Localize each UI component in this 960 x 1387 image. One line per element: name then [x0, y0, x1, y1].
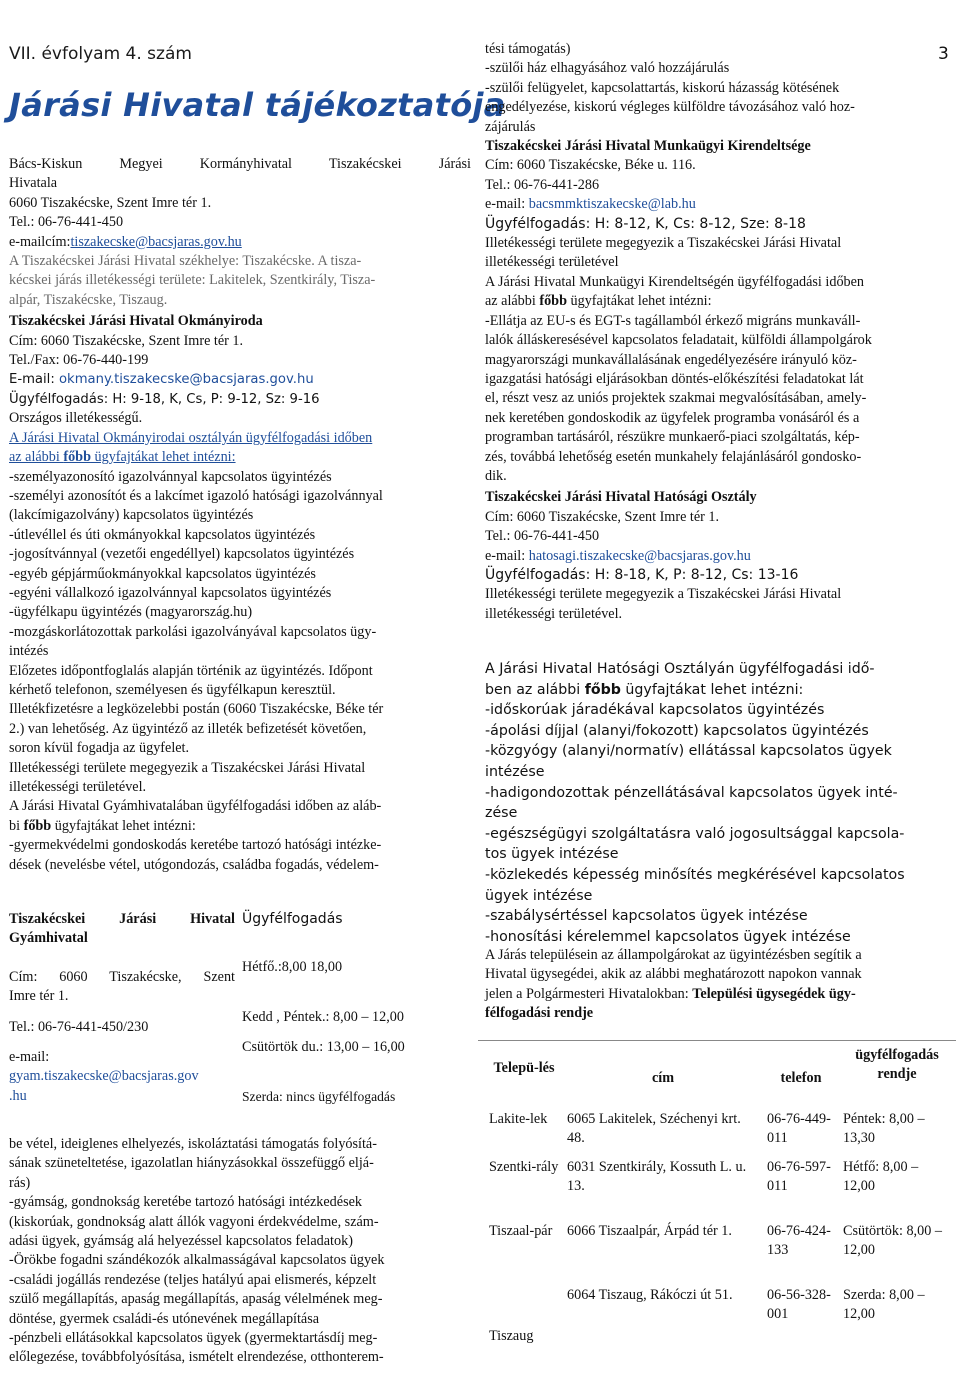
okmanyiroda-title: Tiszakécskei Járási Hivatal Okmányiroda — [9, 313, 263, 330]
ho-item: ügyek intézése — [485, 887, 593, 904]
ugyseged-bold: Települési ügysegédek ügy- — [692, 985, 856, 1002]
ugyseged-line4: félfogadási rendje — [485, 1005, 594, 1022]
hatosagi-address: Cím: 6060 Tiszakécske, Szent Imre tér 1. — [485, 508, 720, 525]
intro-text: az alábbi — [9, 449, 64, 466]
gyam-item: előlegezése, továbbfolyósítása, ismételt elrendezése, otthonterem- — [9, 1349, 384, 1366]
ho-item: -honosítási kérelemmel kapcsolatos ügyek intézése — [485, 928, 851, 945]
gyam-item: döntése, gyermek családi-és utónevének megállapítása — [9, 1310, 320, 1327]
right-column — [485, 40, 953, 624]
office-name-line1: Bács-Kiskun Megyei Kormányhivatal Tiszakécskei Járási — [9, 156, 471, 172]
office-email-label: e-mailcím: — [9, 233, 71, 250]
ho-item: -közgyógy (alanyi/normatív) ellátással kapcsolatos ügyek — [485, 743, 892, 760]
mk-item: igazgatási hatósági eljárásokban döntés-előkészítési feladatokat lát — [485, 370, 864, 387]
cell-hours: Csütörtök: 8,00 – 12,00 — [843, 1223, 942, 1258]
gyam-item: dések (nevelésbe vétel, utógondozás, családba fogadás, védelem- — [9, 856, 379, 873]
table-row — [485, 1220, 955, 1284]
okm-item: intézés — [9, 643, 49, 660]
munkaugy-email-link[interactable]: bacsmmktiszakecske@lab.hu — [528, 196, 696, 213]
gyam-item: be vétel, ideiglenes elhelyezés, iskoláztatási támogatás folyósítá- — [9, 1136, 377, 1152]
ugyseged-line2: Hivatal ügysegédei, akik az alábbi meghatározott napokon vannak — [485, 966, 862, 983]
munkaugy-hours: Ügyfélfogadás: H: 8-12, K, Cs: 8-12, Sze: 8-18 — [485, 215, 806, 232]
mk-item: programban tartásáról, részükre munkaerő-piaci szolgáltatás, kép- — [485, 429, 860, 446]
seat-line3: alpár, Tiszakécske, Tiszaug. — [9, 291, 168, 308]
cell-address: 6066 Tiszaalpár, Árpád tér 1. — [567, 1223, 732, 1239]
page-number: 3 — [938, 44, 949, 64]
intro-text: ügyfajtákat lehet intézni: — [620, 681, 804, 698]
mk-item: nek keretében gondoskodik az ügyfelek programba vonásáról és a — [485, 409, 860, 426]
okm-item: -egyéni vállalkozó igazolvánnyal kapcsolatos ügyintézés — [9, 584, 332, 601]
munkaugy-email-line — [485, 195, 953, 214]
gyam-item: adási ügyek, gyámság alá helyezéssel kapcsolatos feladatok) — [9, 1233, 353, 1250]
cell-phone: 06-76-424-133 — [767, 1223, 831, 1258]
mk-item: -Ellátja az EU-s és EGT-s tagállamból érkező migráns munkaváll- — [485, 312, 861, 329]
hatosagi-scope-line1: Illetékességi területe megegyezik a Tiszakécskei Járási Hivatal — [485, 586, 842, 603]
office-name-line2: Hivatala — [9, 175, 58, 192]
okm-item: (lakcímigazolvány) kapcsolatos ügyintézés — [9, 507, 254, 524]
hatosagi-hours: Ügyfélfogadás: H: 8-18, K, P: 8-12, Cs: 13-16 — [485, 566, 799, 583]
table-header-row — [485, 1040, 955, 1090]
okmanyiroda-email-link[interactable]: okmany.tiszakecske@bacsjaras.gov.hu — [58, 372, 314, 388]
gyam-item: rás) — [9, 1174, 31, 1191]
cont-item: zájárulás — [485, 118, 536, 135]
gyam-hours-line: Szerda: nincs ügyfélfogadás — [242, 1088, 396, 1104]
gyam-intro-line2 — [9, 817, 471, 836]
gyam-item: -gyermekvédelmi gondoskodás keretébe tartozó hatósági intézke- — [9, 837, 382, 854]
munkaugy-intro-line1: A Járási Hivatal Munkaügyi Kirendeltségén ügyfélfogadási időben — [485, 273, 865, 290]
intro-text: bi — [9, 817, 24, 834]
okm-item: -egyéb gépjárműokmányokkal kapcsolatos ügyintézés — [9, 565, 316, 582]
cell-phone: 06-76-597-011 — [767, 1159, 831, 1194]
intro-text: ügyfajtákat lehet intézni: — [51, 817, 196, 834]
mk-item: lalók álláskeresésével kapcsolatos feladatait, külföldi állampolgárok — [485, 332, 872, 349]
hatosagi-scope-line2: illetékességi területével. — [485, 605, 623, 622]
gyam-email-line2 — [9, 1087, 235, 1106]
gyam-address-line1: Cím: 6060 Tiszakécske, Szent — [9, 968, 235, 985]
okm-item: -jogosítvánnyal (vezetői engedéllyel) kapcsolatos ügyintézés — [9, 546, 355, 563]
table-row — [485, 1156, 955, 1220]
gyam-item: -családi jogállás rendezése (teljes hatályú apai elismerés, képzelt — [9, 1271, 377, 1288]
issue-header: VII. évfolyam 4. szám — [9, 44, 192, 64]
okmanyiroda-scope: Országos illetékességű. — [9, 410, 143, 427]
intro-bold: főbb — [539, 293, 567, 310]
gyam-intro-line1: A Járási Hivatal Gyámhivatalában ügyfélfogadási időben az aláb- — [9, 798, 382, 815]
col-header: Telepü-lés — [493, 1059, 555, 1076]
intro-text: az alábbi — [485, 293, 540, 310]
okm-note: kérhető telefonon, személyesen és ügyfélkapun keresztül. — [9, 681, 336, 698]
gyam-email-link[interactable]: gyam.tiszakecske@bacsjaras.gov — [9, 1068, 199, 1085]
gyam-title-line2: Gyámhivatal — [9, 930, 88, 947]
ho-item: -időskorúak járadékával kapcsolatos ügyintézés — [485, 702, 825, 719]
intro-bold: főbb — [584, 681, 621, 698]
intro-text: ügyfajtákat lehet intézni: — [566, 293, 712, 310]
okmanyiroda-intro-line2 — [9, 448, 471, 467]
cell-settlement: Tiszaug — [489, 1328, 534, 1344]
munkaugy-phone: Tel.: 06-76-441-286 — [485, 176, 600, 193]
okmanyiroda-hours: Ügyfélfogadás: H: 9-18, K, Cs, P: 9-12, Sz: 9-16 — [9, 391, 320, 407]
mk-item: zés, továbbá lehetőség esetén munkahely felajánlásáról gondosko- — [485, 448, 862, 465]
gyam-title-line1: Tiszakécskei Járási Hivatal — [9, 911, 235, 927]
okm-item: -útlevéllel és úti okmányokkal kapcsolatos ügyintézés — [9, 526, 316, 543]
hatosagi-intro-line2 — [485, 680, 953, 701]
hatosagi-email-label: e-mail: — [485, 547, 529, 564]
gyam-hours-line: Kedd , Péntek.: 8,00 – 12,00 — [242, 1008, 404, 1025]
gyam-item: szülő megállapítás, apaság megállapítás, apaság vélelmének meg- — [9, 1291, 383, 1308]
okm-note: 2.) van lehetőség. Az ügyintéző az illeték befizetését követően, — [9, 720, 367, 737]
ugyseged-text: jelen a Polgármesteri Hivatalokban: — [485, 985, 693, 1002]
gyam-items-continued — [9, 1135, 471, 1368]
cell-phone: 06-56-328-001 — [767, 1287, 831, 1322]
munkaugy-title: Tiszakécskei Járási Hivatal Munkaügyi Kirendeltsége — [485, 138, 811, 155]
cell-hours: Szerda: 8,00 – 12,00 — [843, 1287, 925, 1322]
okmanyiroda-email-label: E-mail: — [9, 372, 59, 388]
ugyseged-line3 — [485, 985, 953, 1004]
munkaugy-scope-line2: illetékességi területével — [485, 254, 619, 271]
ho-item: tos ügyek intézése — [485, 846, 619, 863]
okmanyiroda-address: Cím: 6060 Tiszakécske, Szent Imre tér 1. — [9, 332, 244, 349]
gyam-box-right — [242, 910, 471, 1106]
gyam-address-line2: Imre tér 1. — [9, 988, 69, 1005]
cell-hours: Hétfő: 8,00 – 12,00 — [843, 1159, 919, 1194]
table-row — [485, 1090, 955, 1156]
gyam-email-line1 — [9, 1067, 235, 1086]
gyam-email-label: e-mail: — [9, 1049, 50, 1066]
ugyseged-paragraph — [485, 946, 953, 1024]
gyam-item: -gyámság, gondnokság keretébe tartozó hatósági intézkedések — [9, 1194, 362, 1211]
table-row — [485, 1284, 955, 1348]
page-title: Járási Hivatal tájékoztatója — [9, 86, 506, 124]
cell-phone: 06-76-449-011 — [767, 1111, 831, 1146]
ho-item: -egészségügyi szolgáltatásra való jogosultsággal kapcsola- — [485, 825, 905, 842]
okm-note: Előzetes időpontfoglalás alapján történik az ügyintézés. Időpont — [9, 662, 373, 679]
hatosagi-title: Tiszakécskei Járási Hivatal Hatósági Osztály — [485, 489, 757, 506]
cell-address: 6065 Lakitelek, Széchenyi krt. 48. — [567, 1111, 741, 1146]
okmanyiroda-email-line — [9, 370, 471, 389]
mk-item: dik. — [485, 467, 507, 484]
hatosagi-items — [485, 659, 953, 947]
munkaugy-intro-line2 — [485, 292, 953, 311]
col-header: telefon — [780, 1070, 822, 1086]
gyam-email-link-end[interactable]: .hu — [9, 1087, 27, 1104]
intro-text: ben az alábbi — [485, 681, 585, 698]
cell-address: 6031 Szentkirály, Kossuth L. u. 13. — [567, 1159, 747, 1194]
intro-text: ügyfajtákat lehet intézni: — [90, 449, 236, 466]
hatosagi-intro-line1: A Járási Hivatal Hatósági Osztályán ügyfélfogadási idő- — [485, 661, 875, 677]
ugyseged-schedule-table — [485, 1040, 955, 1348]
cell-hours: Péntek: 8,00 – 13,30 — [843, 1111, 925, 1146]
cell-settlement: Tiszaal-pár — [489, 1223, 553, 1239]
office-address: 6060 Tiszakécske, Szent Imre tér 1. — [9, 194, 212, 211]
gyam-phone: Tel.: 06-76-441-450/230 — [9, 1018, 149, 1035]
ho-item: zése — [485, 805, 518, 822]
okm-item: -személyi azonosítót és a lakcímet igazoló hatósági igazolvánnyal — [9, 487, 383, 504]
munkaugy-scope-line1: Illetékességi területe megegyezik a Tiszakécskei Járási Hivatal — [485, 235, 842, 252]
office-email-line — [9, 233, 471, 252]
seat-line1: A Tiszakécskei Járási Hivatal székhelye: Tiszakécske. A tisza- — [9, 253, 362, 270]
office-intro — [9, 155, 471, 875]
intro-bold: főbb — [23, 817, 52, 834]
ho-item: -ápolási díjjal (alanyi/fokozott) kapcsolatos ügyintézés — [485, 722, 869, 739]
cell-address: 6064 Tiszaug, Rákóczi út 51. — [567, 1287, 733, 1303]
gyam-hours-line: Hétfő.:8,00 18,00 — [242, 959, 343, 976]
mk-item: magyarországi munkavállalásának engedélyezésére irányuló köz- — [485, 351, 857, 368]
gyam-hours-label: Ügyfélfogadás — [242, 911, 343, 927]
okm-note: illetékességi területével. — [9, 779, 147, 795]
gyam-box-left — [9, 910, 235, 1106]
okmanyiroda-intro-line1: A Járási Hivatal Okmányirodai osztályán ügyfélfogadási időben — [9, 429, 373, 446]
ho-item: -hadigondozottak pénzellátásával kapcsolatos ügyek inté- — [485, 784, 898, 801]
okmanyiroda-fax: Tel./Fax: 06-76-440-199 — [9, 352, 149, 369]
munkaugy-email-label: e-mail: — [485, 196, 529, 213]
col-header: cím — [651, 1070, 675, 1086]
seat-line2: kécskei járás illetékességi területe: Lakitelek, Szentkirály, Tisza- — [9, 272, 376, 289]
hatosagi-email-line — [485, 547, 953, 566]
ho-item: -szabálysértéssel kapcsolatos ügyek intézése — [485, 908, 808, 925]
mk-item: el, részt vesz az uniós projektek szakmai megvalósításában, amely- — [485, 390, 867, 407]
gyam-item: -pénzbeli ellátásokkal kapcsolatos ügyek (gyermektartásdíj meg- — [9, 1330, 378, 1347]
okm-item: -személyazonosító igazolvánnyal kapcsolatos ügyintézés — [9, 468, 332, 485]
munkaugy-address: Cím: 6060 Tiszakécske, Béke u. 116. — [485, 157, 696, 174]
okm-note: Illetékességi területe megegyezik a Tiszakécskei Járási Hivatal — [9, 759, 366, 776]
gyam-item: -Örökbe fogadni szándékozók alkalmasságával kapcsolatos ügyek — [9, 1252, 385, 1269]
hatosagi-email-link[interactable]: hatosagi.tiszakecske@bacsjaras.gov.hu — [528, 547, 751, 564]
okm-item: -ügyfélkapu ügyintézés (magyarország.hu) — [9, 604, 253, 621]
cont-item: -szülői felügyelet, kapcsolattartás, kiskorú házasság kötésének — [485, 79, 840, 96]
gyam-item: sának szüneteltetése, igazolatlan hiányzásokkal összefüggő eljá- — [9, 1155, 374, 1172]
gyam-item: (kiskorúak, gondnokság alatt állók vagyoni érdekvédelme, szám- — [9, 1213, 379, 1230]
okm-item: -mozgáskorlátozottak parkolási igazolványával kapcsolatos ügy- — [9, 623, 377, 640]
ho-item: -közlekedés képesség minősítés megkérésével kapcsolatos — [485, 866, 905, 883]
office-email-link[interactable]: tiszakecske@bacsjaras.gov.hu — [70, 233, 242, 250]
okm-note: Illetékfizetésre a legközelebbi postán (6060 Tiszakécske, Béke tér — [9, 701, 384, 718]
cont-item: tési támogatás) — [485, 41, 571, 57]
hatosagi-phone: Tel.: 06-76-441-450 — [485, 528, 600, 545]
office-phone: Tel.: 06-76-441-450 — [9, 214, 124, 231]
gyam-hours-line: Csütörtök du.: 13,00 – 16,00 — [242, 1039, 405, 1056]
intro-bold: főbb — [63, 449, 91, 466]
cont-item: -szülői ház elhagyásához való hozzájárulás — [485, 60, 730, 77]
cell-settlement: Lakite-lek — [489, 1111, 548, 1127]
okm-note: soron kívül fogadja az ügyfelet. — [9, 740, 190, 757]
cont-item: engedélyezése, kiskorú végleges külföldre távozásához való hoz- — [485, 99, 855, 116]
col-header: ügyfélfogadás rendje — [855, 1047, 939, 1082]
ugyseged-line1: A Járás településein az állampolgárokat az ügyintézésben segítik a — [485, 947, 862, 963]
cell-settlement: Szentki-rály — [489, 1159, 559, 1175]
ho-item: intézése — [485, 763, 545, 780]
